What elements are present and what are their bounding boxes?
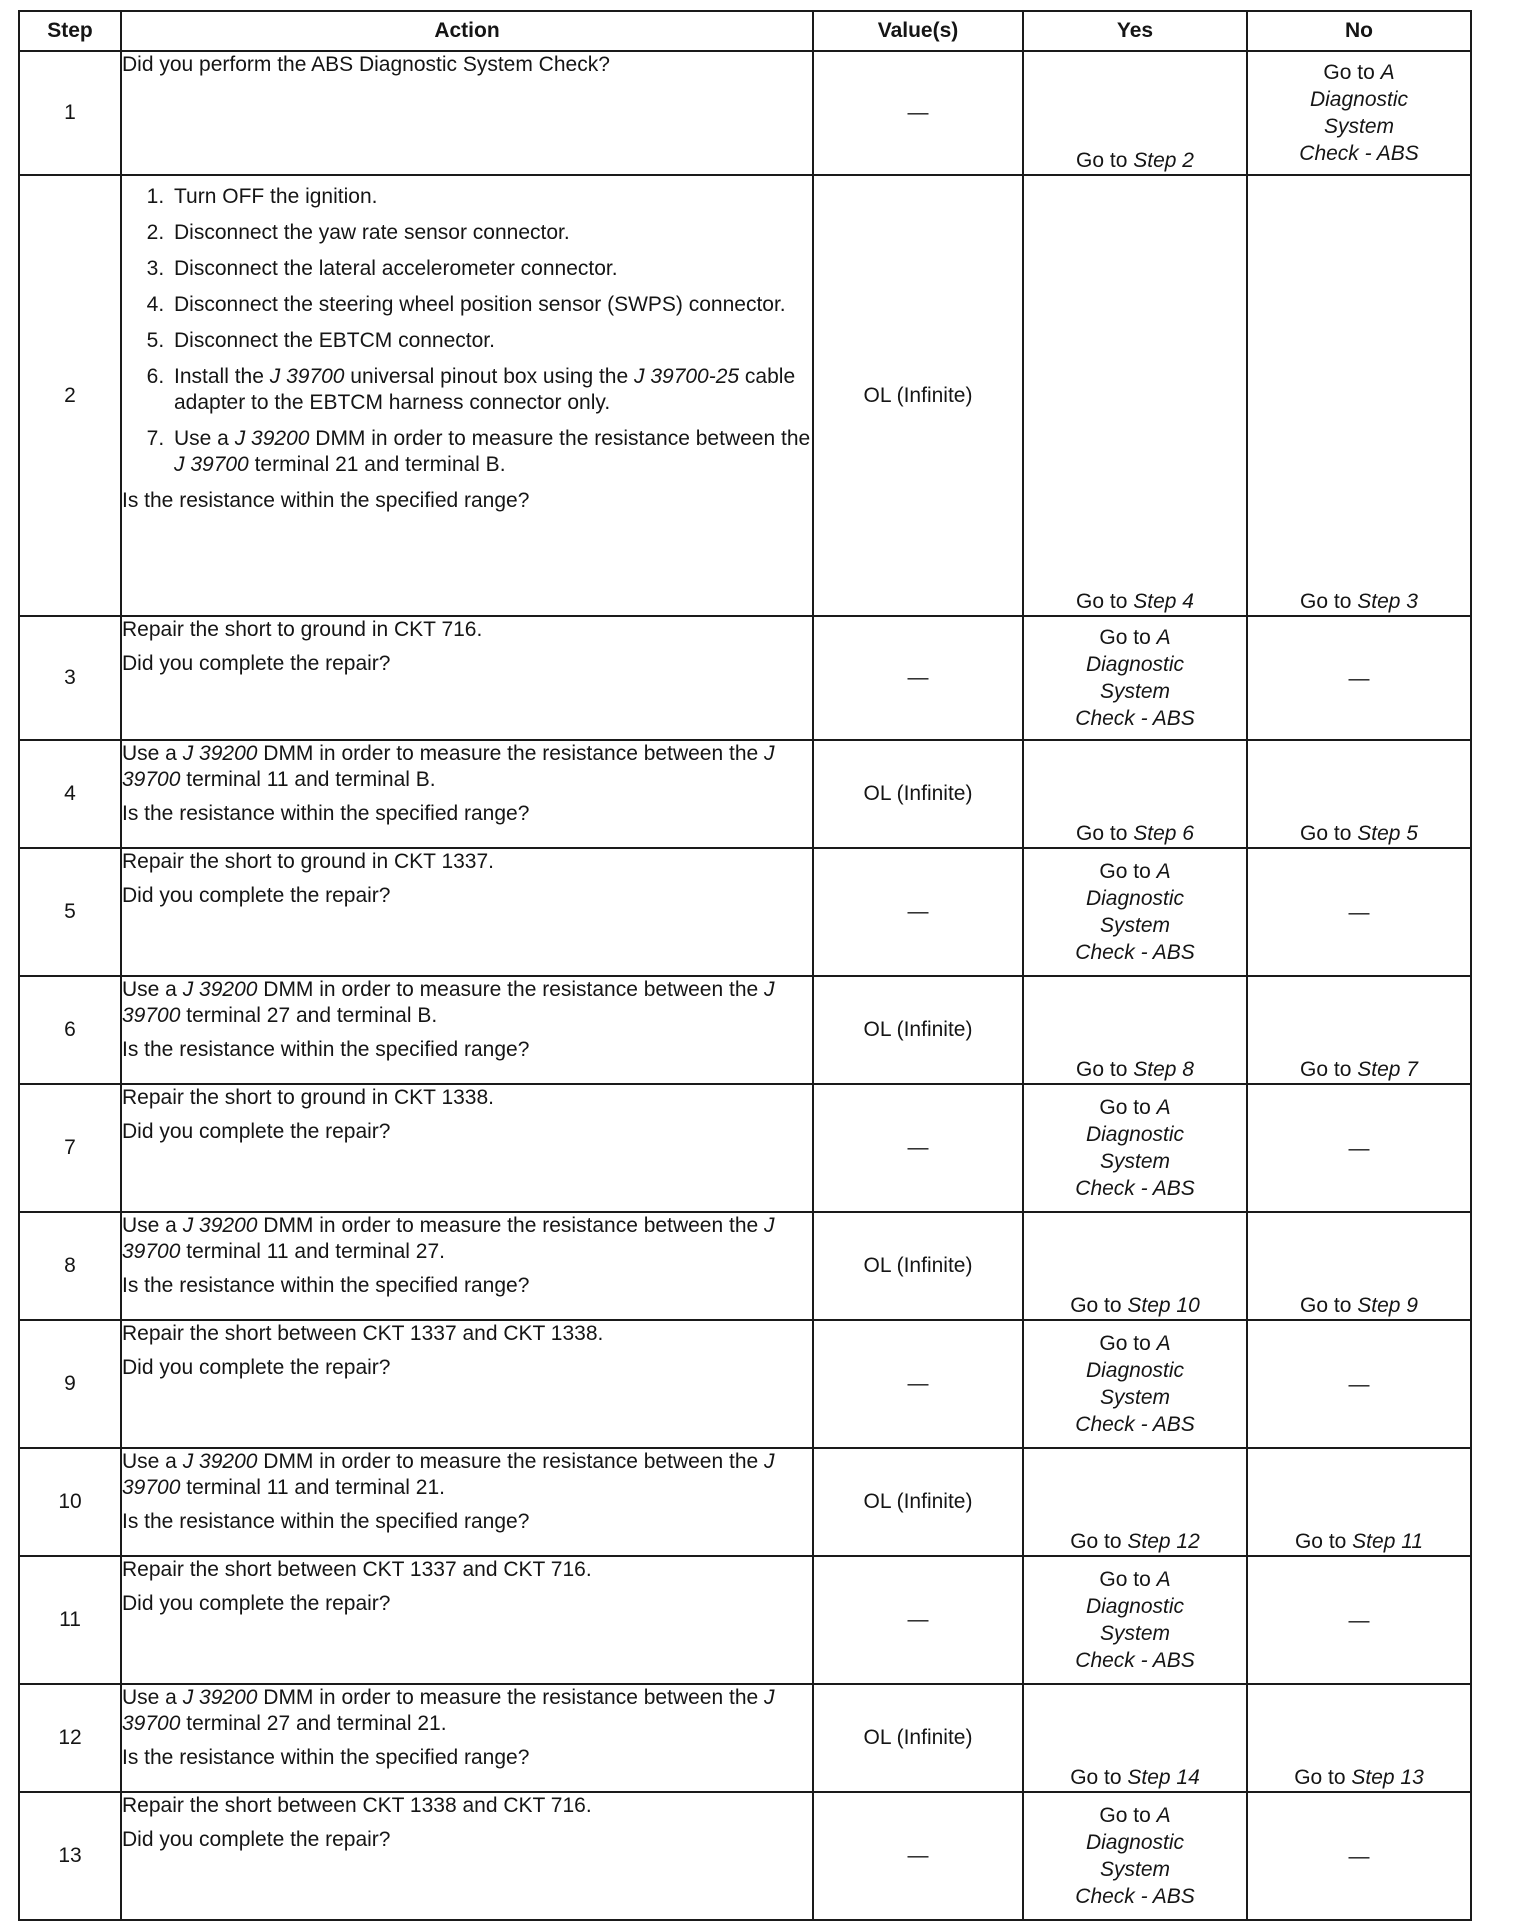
action-question: Is the resistance within the specified range?	[122, 1274, 530, 1297]
value-cell: —	[813, 1084, 1023, 1212]
no-cell: Go to Step 9	[1247, 1212, 1471, 1320]
action-question: Did you complete the repair?	[122, 884, 391, 907]
action-text: Repair the short to ground in CKT 1338.	[122, 1086, 495, 1109]
table-row	[19, 1320, 1471, 1448]
step-number: 1	[19, 51, 121, 175]
action-step-item: 2. Disconnect the yaw rate sensor connector.	[170, 220, 812, 246]
yes-cell: Go to Step 6	[1023, 740, 1247, 848]
action-question: Is the resistance within the specified range?	[122, 1510, 530, 1533]
no-cell: —	[1247, 848, 1471, 976]
action-steps-list	[122, 184, 812, 478]
action-cell	[121, 1448, 813, 1556]
no-cell-ref: Step 9	[1357, 1294, 1418, 1317]
action-step-item: 5. Disconnect the EBTCM connector.	[170, 328, 812, 354]
table-row	[19, 740, 1471, 848]
yes-cell: Go to A Diagnostic System Check - ABS	[1023, 616, 1247, 740]
yes-cell: Go to A Diagnostic System Check - ABS	[1023, 1320, 1247, 1448]
diagnostic-table-page	[18, 10, 1470, 1921]
yes-cell: Go to A Diagnostic System Check - ABS	[1023, 1556, 1247, 1684]
action-cell	[121, 1556, 813, 1684]
action-cell	[121, 976, 813, 1084]
no-cell: —	[1247, 1320, 1471, 1448]
value-cell: OL (Infinite)	[813, 175, 1023, 616]
header-yes: Yes	[1023, 11, 1247, 51]
yes-cell: Go to A Diagnostic System Check - ABS	[1023, 848, 1247, 976]
step-number: 9	[19, 1320, 121, 1448]
step-number: 5	[19, 848, 121, 976]
yes-cell: Go to Step 12	[1023, 1448, 1247, 1556]
no-cell-ref: Step 3	[1357, 590, 1418, 613]
action-question: Did you complete the repair?	[122, 1356, 391, 1379]
action-text: Use a J 39200 DMM in order to measure the resistance between the J 39700 terminal 27 and terminal B.	[122, 978, 775, 1027]
step-number: 6	[19, 976, 121, 1084]
table-row	[19, 976, 1471, 1084]
yes-cell-ref: Step 4	[1133, 590, 1194, 613]
action-cell	[121, 175, 813, 616]
action-text: Repair the short to ground in CKT 716.	[122, 618, 483, 641]
table-row	[19, 1792, 1471, 1920]
table-row	[19, 1684, 1471, 1792]
header-values: Value(s)	[813, 11, 1023, 51]
diagnostic-table	[18, 10, 1472, 1921]
action-step-item: 4. Disconnect the steering wheel position sensor (SWPS) connector.	[170, 292, 812, 318]
yes-cell: Go to Step 10	[1023, 1212, 1247, 1320]
table-row	[19, 1448, 1471, 1556]
yes-cell: Go to A Diagnostic System Check - ABS	[1023, 1792, 1247, 1920]
no-cell-ref: Step 13	[1351, 1766, 1424, 1789]
step-number: 4	[19, 740, 121, 848]
value-cell: OL (Infinite)	[813, 1448, 1023, 1556]
no-cell-ref: Step 11	[1352, 1530, 1424, 1553]
value-cell: —	[813, 848, 1023, 976]
action-cell	[121, 1684, 813, 1792]
no-cell: —	[1247, 1084, 1471, 1212]
header-action: Action	[121, 11, 813, 51]
value-cell: OL (Infinite)	[813, 740, 1023, 848]
action-cell	[121, 51, 813, 175]
action-cell	[121, 616, 813, 740]
action-cell	[121, 1212, 813, 1320]
step-number: 10	[19, 1448, 121, 1556]
action-question: Did you complete the repair?	[122, 1120, 391, 1143]
yes-cell-ref: Step 6	[1133, 822, 1194, 845]
no-cell: Go to Step 3	[1247, 175, 1471, 616]
yes-cell: Go to Step 8	[1023, 976, 1247, 1084]
header-step: Step	[19, 11, 121, 51]
value-cell: —	[813, 1320, 1023, 1448]
action-cell	[121, 1792, 813, 1920]
no-cell-ref: Step 5	[1357, 822, 1418, 845]
yes-cell-ref: Step 2	[1133, 149, 1194, 172]
yes-cell: Go to A Diagnostic System Check - ABS	[1023, 1084, 1247, 1212]
action-step-item: 1. Turn OFF the ignition.	[170, 184, 812, 210]
no-cell: —	[1247, 616, 1471, 740]
yes-cell-ref: Step 14	[1127, 1766, 1200, 1789]
yes-cell-ref: Step 10	[1127, 1294, 1200, 1317]
step-number: 3	[19, 616, 121, 740]
action-text: Did you perform the ABS Diagnostic System Check?	[122, 53, 610, 76]
no-cell: Go to Step 5	[1247, 740, 1471, 848]
header-no: No	[1247, 11, 1471, 51]
no-cell: Go to Step 13	[1247, 1684, 1471, 1792]
action-text: Repair the short between CKT 1337 and CKT 1338.	[122, 1322, 604, 1345]
action-text: Use a J 39200 DMM in order to measure the resistance between the J 39700 terminal 11 and terminal 21.	[122, 1450, 775, 1499]
action-text: Use a J 39200 DMM in order to measure the resistance between the J 39700 terminal 11 and terminal 27.	[122, 1214, 775, 1263]
value-cell: —	[813, 616, 1023, 740]
action-cell	[121, 848, 813, 976]
step-number: 2	[19, 175, 121, 616]
action-question: Is the resistance within the specified range?	[122, 1038, 530, 1061]
table-row	[19, 1556, 1471, 1684]
value-cell: —	[813, 1556, 1023, 1684]
no-cell: —	[1247, 1556, 1471, 1684]
step-number: 13	[19, 1792, 121, 1920]
yes-cell: Go to Step 2	[1023, 51, 1247, 175]
table-header-row	[19, 11, 1471, 51]
no-cell: Go to A Diagnostic System Check - ABS	[1247, 51, 1471, 175]
table-row	[19, 848, 1471, 976]
no-cell-ref: Step 7	[1357, 1058, 1418, 1081]
yes-cell-ref: Step 12	[1127, 1530, 1200, 1553]
table-row	[19, 616, 1471, 740]
yes-cell: Go to Step 14	[1023, 1684, 1247, 1792]
value-cell: —	[813, 1792, 1023, 1920]
action-question: Is the resistance within the specified range?	[122, 1746, 530, 1769]
step-number: 12	[19, 1684, 121, 1792]
yes-cell: Go to Step 4	[1023, 175, 1247, 616]
table-row	[19, 1212, 1471, 1320]
action-text: Use a J 39200 DMM in order to measure the resistance between the J 39700 terminal 11 and terminal B.	[122, 742, 775, 791]
action-step-item: 7. Use a J 39200 DMM in order to measure the resistance between the J 39700 terminal 21 and terminal B.	[170, 426, 812, 478]
action-question: Did you complete the repair?	[122, 1592, 391, 1615]
action-text: Repair the short to ground in CKT 1337.	[122, 850, 495, 873]
no-cell: —	[1247, 1792, 1471, 1920]
value-cell: OL (Infinite)	[813, 976, 1023, 1084]
no-cell: Go to Step 11	[1247, 1448, 1471, 1556]
step-number: 7	[19, 1084, 121, 1212]
value-cell: OL (Infinite)	[813, 1212, 1023, 1320]
action-text: Use a J 39200 DMM in order to measure the resistance between the J 39700 terminal 27 and terminal 21.	[122, 1686, 775, 1735]
table-row	[19, 175, 1471, 616]
action-question: Did you complete the repair?	[122, 652, 391, 675]
value-cell: —	[813, 51, 1023, 175]
yes-cell-ref: Step 8	[1133, 1058, 1194, 1081]
action-cell	[121, 740, 813, 848]
table-body	[19, 51, 1471, 1920]
step-number: 11	[19, 1556, 121, 1684]
step-number: 8	[19, 1212, 121, 1320]
value-cell: OL (Infinite)	[813, 1684, 1023, 1792]
action-question: Is the resistance within the specified range?	[122, 489, 530, 512]
no-cell: Go to Step 7	[1247, 976, 1471, 1084]
action-cell	[121, 1084, 813, 1212]
action-text: Repair the short between CKT 1337 and CKT 716.	[122, 1558, 592, 1581]
action-step-item: 6. Install the J 39700 universal pinout box using the J 39700-25 cable adapter to the EBTCM harness connector only.	[170, 364, 812, 416]
action-question: Did you complete the repair?	[122, 1828, 391, 1851]
action-cell	[121, 1320, 813, 1448]
action-step-item: 3. Disconnect the lateral accelerometer connector.	[170, 256, 812, 282]
action-text: Repair the short between CKT 1338 and CKT 716.	[122, 1794, 592, 1817]
table-row	[19, 1084, 1471, 1212]
table-row	[19, 51, 1471, 175]
action-question: Is the resistance within the specified range?	[122, 802, 530, 825]
